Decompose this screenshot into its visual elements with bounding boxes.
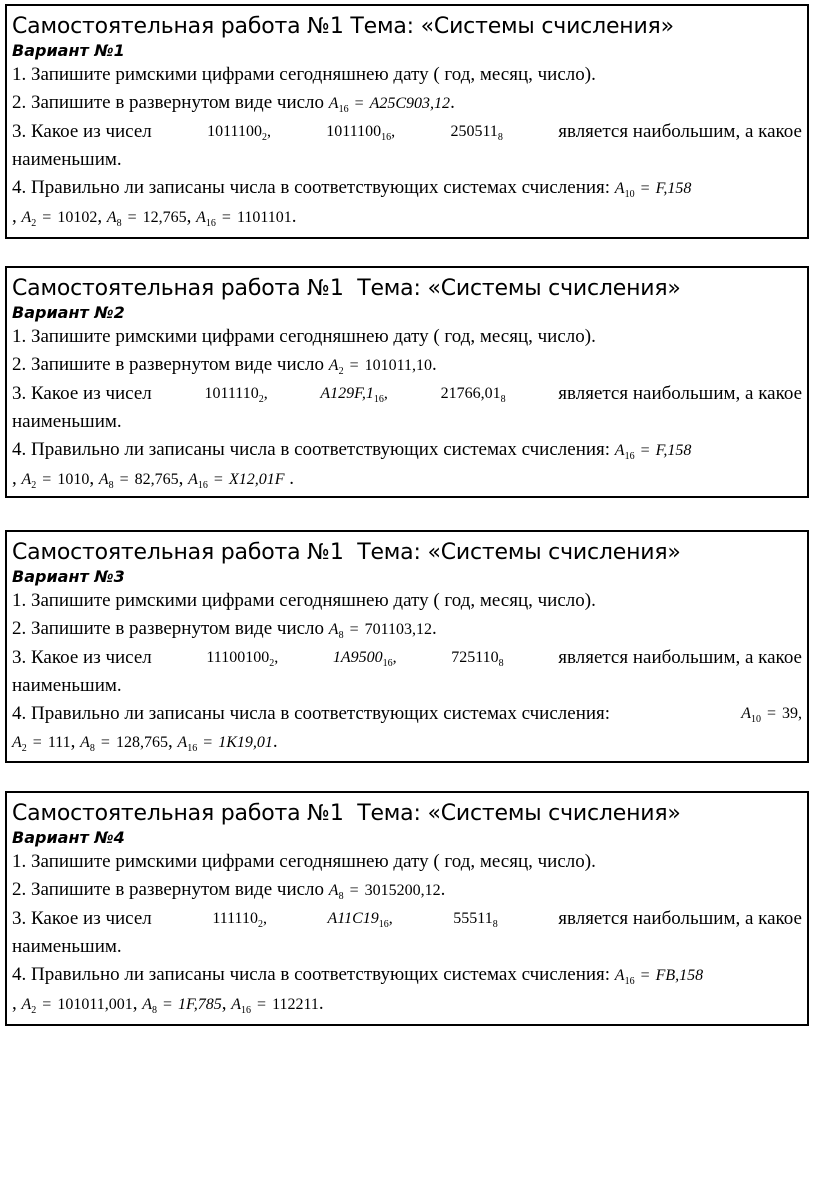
task-4: 4. Правильно ли записаны числа в соответствующих системах счисления: $A_{10} = F,158$: [12, 177, 692, 200]
task-2-formula: $A_2 = 101011,10$: [328, 357, 433, 377]
number-2: $A129F,1_{16}$,: [320, 385, 388, 405]
task-3: 3. Какое из чисел $111110_2$, $A11C19_{16}$, $55511_8$ является наибольшим, а какое: [12, 905, 802, 933]
task-2-formula: $A_8 = 3015200,12$: [328, 882, 441, 902]
card-title: Самостоятельная работа №1 Тема: «Системы счисления»: [12, 276, 681, 301]
task-2: 2. Запишите в развернутом виде число $A_{16} = A25C903,12$.: [12, 92, 455, 115]
worksheet-card-4: [5, 791, 809, 1026]
worksheet-card-1: [5, 4, 809, 239]
task-3: 3. Какое из чисел $1011110_2$, $A129F,1_{16}$, $21766,01_8$ является наибольшим, а какое: [12, 380, 802, 408]
task-4: 4. Правильно ли записаны числа в соответствующих системах счисления: $A_{16} = FB,158$: [12, 964, 704, 987]
number-a1: $A_{16} = F,158$: [614, 442, 692, 462]
number-1: $1011100_2$,: [207, 123, 271, 143]
worksheet-card-2: [5, 266, 809, 498]
task-4-line-2: , $A_2 = 101011,001$, $A_8 = 1F,785$, $A_{16} = 112211$.: [12, 993, 324, 1016]
variant-label: Вариант №2: [12, 303, 125, 322]
number-3: $55511_8$: [453, 910, 498, 930]
task-4-line-2: , $A_2 = 1010$, $A_8 = 82,765$, $A_{16} = X12,01F$ .: [12, 468, 294, 491]
variant-label: Вариант №4: [12, 828, 125, 847]
number-a1: $A_{10} = 39$,: [741, 705, 802, 725]
number-1: $11100100_2$,: [206, 649, 279, 669]
card-title: Самостоятельная работа №1 Тема: «Системы счисления»: [12, 801, 681, 826]
task-3-line-2: наименьшим.: [12, 149, 122, 170]
task-3: 3. Какое из чисел $1011100_2$, $1011100_{16}$, $250511_8$ является наибольшим, а какое: [12, 118, 802, 146]
number-1: $111110_2$,: [212, 910, 267, 930]
task-2-formula: $A_8 = 701103,12$: [328, 621, 433, 641]
task-1: 1. Запишите римскими цифрами сегодняшнею дату ( год, месяц, число).: [12, 590, 596, 611]
task-1: 1. Запишите римскими цифрами сегодняшнею дату ( год, месяц, число).: [12, 326, 596, 347]
task-2: 2. Запишите в развернутом виде число $A_8 = 701103,12$.: [12, 618, 437, 641]
task-1: 1. Запишите римскими цифрами сегодняшнею дату ( год, месяц, число).: [12, 64, 596, 85]
task-2: 2. Запишите в развернутом виде число $A_8 = 3015200,12$.: [12, 879, 446, 902]
task-4: 4. Правильно ли записаны числа в соответствующих системах счисления: $A_{10} = 39$,: [12, 700, 802, 728]
number-1: $1011110_2$,: [204, 385, 268, 405]
number-a1: $A_{16} = FB,158$: [614, 967, 704, 987]
number-2: $1011100_{16}$,: [326, 123, 396, 143]
number-3: $725110_8$: [451, 649, 504, 669]
worksheet-card-3: [5, 530, 809, 763]
number-a1: $A_{10} = F,158$: [614, 180, 692, 200]
task-4-line-2: $A_2 = 111$, $A_8 = 128,765$, $A_{16} = 1K19,01$.: [12, 731, 278, 754]
task-3-line-2: наименьшим.: [12, 936, 122, 957]
task-4: 4. Правильно ли записаны числа в соответствующих системах счисления: $A_{16} = F,158$: [12, 439, 692, 462]
number-3: $250511_8$: [450, 123, 503, 143]
task-3-line-2: наименьшим.: [12, 675, 122, 696]
card-title: Самостоятельная работа №1 Тема: «Системы счисления»: [12, 540, 681, 565]
task-2: 2. Запишите в развернутом виде число $A_2 = 101011,10$.: [12, 354, 437, 377]
number-3: $21766,01_8$: [440, 385, 506, 405]
number-2: $1A9500_{16}$,: [332, 649, 397, 669]
task-2-formula: $A_{16} = A25C903,12$: [328, 95, 451, 115]
variant-label: Вариант №3: [12, 567, 125, 586]
task-4-line-2: , $A_2 = 10102$, $A_8 = 12,765$, $A_{16} = 1101101$.: [12, 206, 297, 229]
number-2: $A11C19_{16}$,: [327, 910, 393, 930]
task-3: 3. Какое из чисел $11100100_2$, $1A9500_{16}$, $725110_8$ является наибольшим, а какое: [12, 644, 802, 672]
variant-label: Вариант №1: [12, 41, 125, 60]
card-title: Самостоятельная работа №1 Тема: «Системы счисления»: [12, 14, 674, 39]
task-1: 1. Запишите римскими цифрами сегодняшнею дату ( год, месяц, число).: [12, 851, 596, 872]
task-3-line-2: наименьшим.: [12, 411, 122, 432]
